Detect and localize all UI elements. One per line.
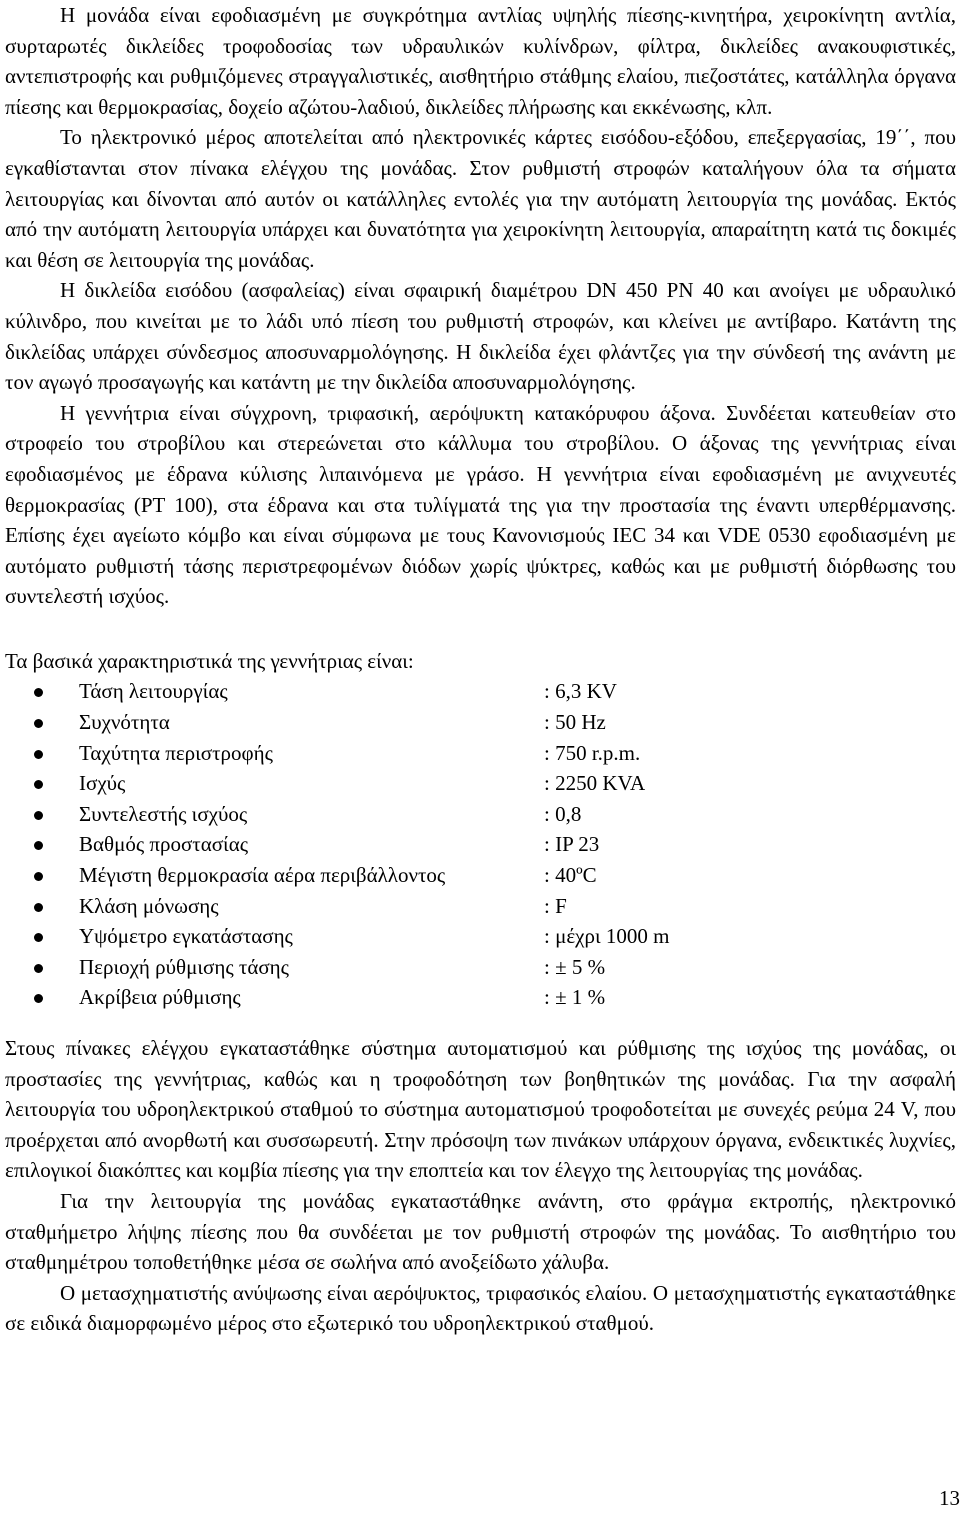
paragraph-level-gauge: Για την λειτουργία της μονάδας εγκαταστάθηκε ανάντη, στο φράγμα εκτροπής, ηλεκτρονικό σταθμήμετρο λήψης πίεσης που θα συνδέεται με τον ρυθμιστή στροφών της μονάδας. Το αισθητήριο του σταθμημέτρου τοποθετήθηκε μέσα σε σωλήνα από ανοξείδωτο χάλυβα. <box>5 1188 956 1275</box>
bullet-icon <box>34 688 43 697</box>
specs-intro: Τα βασικά χαρακτηριστικά της γεννήτριας είναι: <box>5 648 414 673</box>
bullet-icon <box>34 811 43 820</box>
spec-value: : 750 r.p.m. <box>544 740 641 765</box>
spec-label: Συντελεστής ισχύος <box>79 801 248 826</box>
spec-item <box>5 707 956 738</box>
bullet-icon <box>34 933 43 942</box>
spec-item <box>5 799 956 830</box>
bullet-icon <box>34 719 43 728</box>
spec-item <box>5 952 956 983</box>
bullet-icon <box>34 964 43 973</box>
spec-item <box>5 921 956 952</box>
spec-value: : F <box>544 893 567 918</box>
spec-label: Υψόμετρο εγκατάστασης <box>79 924 293 949</box>
spec-label: Τάση λειτουργίας <box>79 679 228 704</box>
spec-item <box>5 676 956 707</box>
bullet-icon <box>34 994 43 1003</box>
spec-value: : 40ºC <box>544 863 597 888</box>
spec-label: Μέγιστη θερμοκρασία αέρα περιβάλλοντος <box>79 863 446 888</box>
spec-item <box>5 768 956 799</box>
spec-item <box>5 738 956 769</box>
spec-item <box>5 891 956 922</box>
spec-label: Βαθμός προστασίας <box>79 832 249 857</box>
spec-value: : ± 5 % <box>544 954 606 979</box>
spacer <box>5 612 956 646</box>
spec-item <box>5 982 956 1013</box>
spec-label: Συχνότητα <box>79 710 170 735</box>
bullet-icon <box>34 903 43 912</box>
spec-value: : 2250 KVA <box>544 771 646 796</box>
spacer <box>5 1013 956 1033</box>
bullet-icon <box>34 872 43 881</box>
spec-value: : μέχρι 1000 m <box>544 924 670 949</box>
bullet-icon <box>34 780 43 789</box>
spec-label: Κλάση μόνωσης <box>79 893 219 918</box>
spec-value: : ± 1 % <box>544 985 606 1010</box>
paragraph-hydraulic-unit: Η μονάδα είναι εφοδιασμένη με συγκρότημα αντλίας υψηλής πίεσης-κινητήρα, χειροκίνητη αντλία, συρταρωτές δικλείδες τροφοδοσίας των υδραυλικών κυλίνδρων, φίλτρα, δικλείδες ανακουφιστικές, αντεπιστροφής και ρυθμιζόμενες στραγγαλιστικές, αισθητήριο στάθμης ελαίου, πιεζοστάτες, κατάλληλα όργανα πίεσης και θερμοκρασίας, δοχείο αζώτου-λαδιού, δικλείδες πλήρωσης και εκκένωσης, κλπ. <box>5 3 956 119</box>
paragraph-electronics: Το ηλεκτρονικό μέρος αποτελείται από ηλεκτρονικές κάρτες εισόδου-εξόδου, επεξεργασίας, 19΄΄, που εγκαθίστανται στον πίνακα ελέγχου της μονάδας. Στον ρυθμιστή στροφών καταλήγουν όλα τα σήματα λειτουργίας και δίνονται από αυτόν οι κατάλληλες εντολές για την αυτόματη λειτουργία της μονάδας. Εκτός από την αυτόματη λειτουργία υπάρχει και δυνατότητα για χειροκίνητη λειτουργία, απαραίτητη κατά τις δοκιμές και θέση σε λειτουργία της μονάδας. <box>5 125 956 272</box>
paragraph-transformer: Ο μετασχηματιστής ανύψωσης είναι αερόψυκτος, τριφασικός ελαίου. Ο μετασχηματιστής εγκαταστάθηκε σε ειδικά διαμορφωμένο μέρος στο εξωτερικό του υδροηλεκτρικού σταθμού. <box>5 1280 956 1336</box>
generator-specs-list <box>5 676 956 1013</box>
spec-label: Περιοχή ρύθμισης τάσης <box>79 954 289 979</box>
spec-value: : 6,3 KV <box>544 679 617 704</box>
page-number: 13 <box>939 1486 960 1510</box>
bullet-icon <box>34 750 43 759</box>
bullet-icon <box>34 841 43 850</box>
spec-label: Ισχύς <box>79 771 126 796</box>
spec-item <box>5 860 956 891</box>
paragraph-generator: Η γεννήτρια είναι σύγχρονη, τριφασική, αερόψυκτη κατακόρυφου άξονα. Συνδέεται κατευθείαν στο στροφείο του στροβίλου και στερεώνεται στο κάλλυμα του στροβίλου. Ο άξονας της γεννήτριας είναι εφοδιασμένος με έδρανα κύλισης λιπαινόμενα με γράσο. Η γεννήτρια είναι εφοδιασμένη με ανιχνευτές θερμοκρασίας (PT 100), στα έδρανα και στα τυλίγματά της για την προστασία της έναντι υπερθέρμανσης. Επίσης έχει αγείωτο κόμβο και είναι σύμφωνα με τους Κανονισμούς IEC 34 και VDE 0530 εφοδιασμένη με αυτόματο ρυθμιστή τάσης περιστρεφομένων διόδων χωρίς ψύκτρες, καθώς και με ρυθμιστή διόρθωσης του συντελεστή ισχύος. <box>5 400 956 609</box>
spec-value: : IP 23 <box>544 832 600 857</box>
spec-item <box>5 829 956 860</box>
spec-label: Ταχύτητα περιστροφής <box>79 740 273 765</box>
spec-label: Ακρίβεια ρύθμισης <box>79 985 241 1010</box>
paragraph-control-panels: Στους πίνακες ελέγχου εγκαταστάθηκε σύστημα αυτοματισμού και ρύθμισης της ισχύος της μονάδας, οι προστασίες της γεννήτριας, καθώς και η τροφοδότηση των βοηθητικών της μονάδας. Για την ασφαλή λειτουργία του υδροηλεκτρικού σταθμού το σύστημα αυτοματισμού τροφοδοτείται με συνεχές ρεύμα 24 V, που προέρχεται από ανορθωτή και συσσωρευτή. Στην πρόσοψη των πινάκων υπάρχουν όργανα, ενδεικτικές λυχνίες, επιλογικοί διακόπτες και κομβία πίεσης για την εποπτεία και τον έλεγχο της λειτουργίας της μονάδας. <box>5 1036 956 1183</box>
spec-value: : 0,8 <box>544 801 582 826</box>
paragraph-inlet-valve: Η δικλείδα εισόδου (ασφαλείας) είναι σφαιρική διαμέτρου DN 450 PN 40 και ανοίγει με υδραυλικό κύλινδρο, που κινείται με το λάδι υπό πίεση του ρυθμιστή στροφών, και κλείνει με αντίβαρο. Κατάντη της δικλείδας υπάρχει σύνδεσμος αποσυναρμολόγησης. Η δικλείδα έχει φλάντζες για την σύνδεσή της ανάντη με τον αγωγό προσαγωγής και κατάντη με την δικλείδα αποσυναρμολόγησης. <box>5 278 956 395</box>
spec-value: : 50 Hz <box>544 710 606 735</box>
